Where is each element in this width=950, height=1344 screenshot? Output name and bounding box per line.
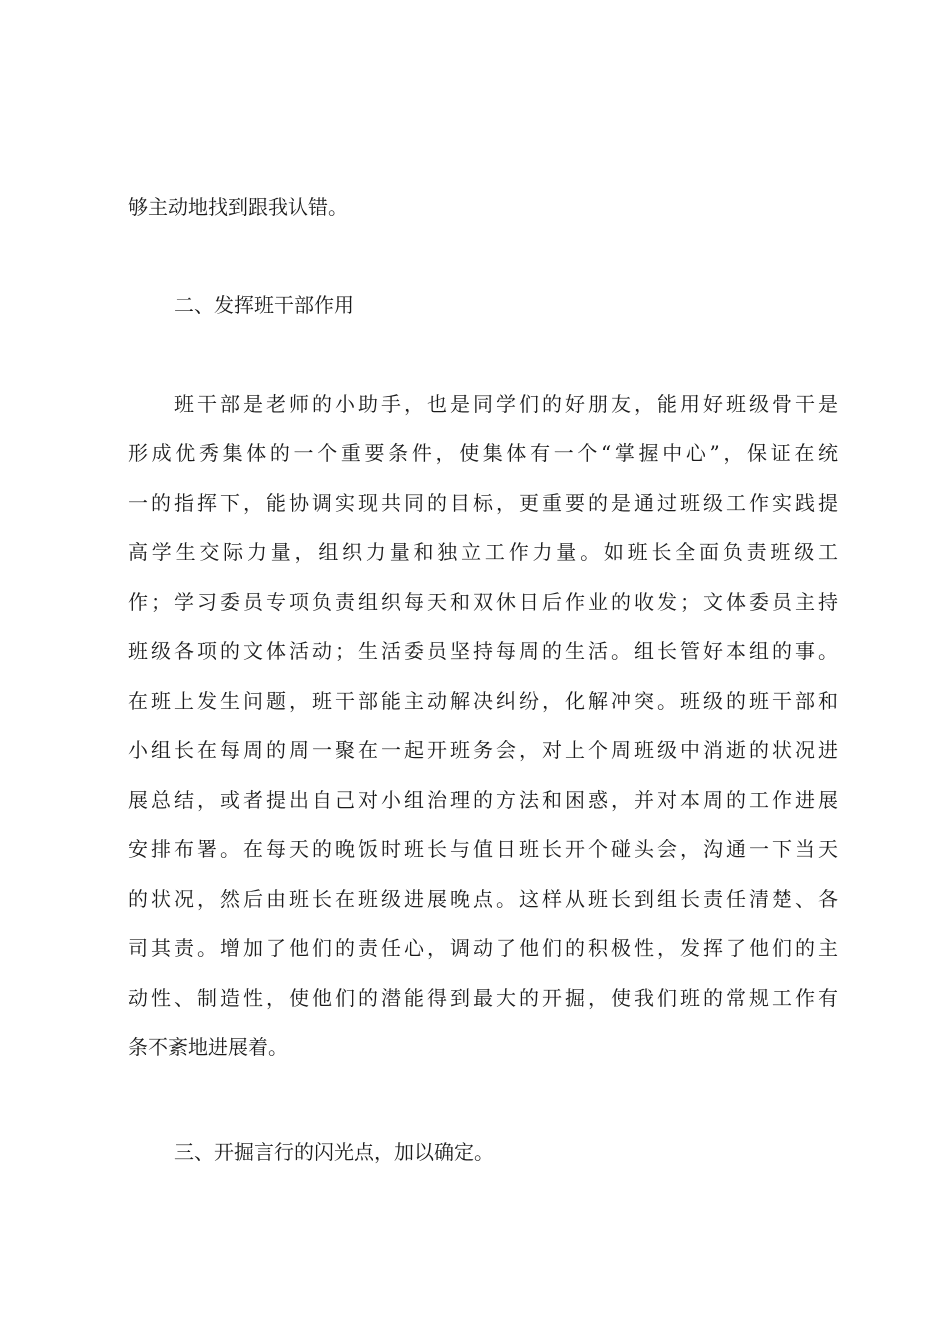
- paragraph-line: 安排布署。在每天的晚饭时班长与值日班长开个碰头会，沟通一下当天: [128, 837, 838, 861]
- paragraph-line: 班级各项的文体活动；生活委员坚持每周的生活。组长管好本组的事。: [128, 639, 838, 663]
- paragraph-line: 条不紊地进展着。: [128, 1035, 288, 1059]
- paragraph-line: 形成优秀集体的一个重要条件，使集体有一个“掌握中心”，保证在统: [128, 441, 838, 465]
- section-3-heading: 三、开掘言行的闪光点，加以确定。: [174, 1140, 494, 1164]
- paragraph-line: 在班上发生问题，班干部能主动解决纠纷，化解冲突。班级的班干部和: [128, 689, 838, 713]
- intro-text: 够主动地找到跟我认错。: [128, 195, 348, 219]
- paragraph-line: 司其责。增加了他们的责任心，调动了他们的积极性，发挥了他们的主: [128, 936, 838, 960]
- paragraph-line: 高学生交际力量，组织力量和独立工作力量。如班长全面负责班级工: [128, 540, 838, 564]
- section-2-heading: 二、发挥班干部作用: [174, 293, 354, 317]
- paragraph-line: 的状况，然后由班长在班级进展晚点。这样从班长到组长责任清楚、各: [128, 887, 838, 911]
- paragraph-line: 展总结，或者提出自己对小组治理的方法和困惑，并对本周的工作进展: [128, 788, 838, 812]
- paragraph-line: 作；学习委员专项负责组织每天和双休日后作业的收发；文体委员主持: [128, 590, 838, 614]
- paragraph-line: 小组长在每周的周一聚在一起开班务会，对上个周班级中消逝的状况进: [128, 738, 838, 762]
- paragraph-line: 一的指挥下，能协调实现共同的目标，更重要的是通过班级工作实践提: [128, 491, 838, 515]
- paragraph-line: 班干部是老师的小助手，也是同学们的好朋友，能用好班级骨干是: [174, 392, 838, 416]
- paragraph-line: 动性、制造性，使他们的潜能得到最大的开掘，使我们班的常规工作有: [128, 986, 838, 1010]
